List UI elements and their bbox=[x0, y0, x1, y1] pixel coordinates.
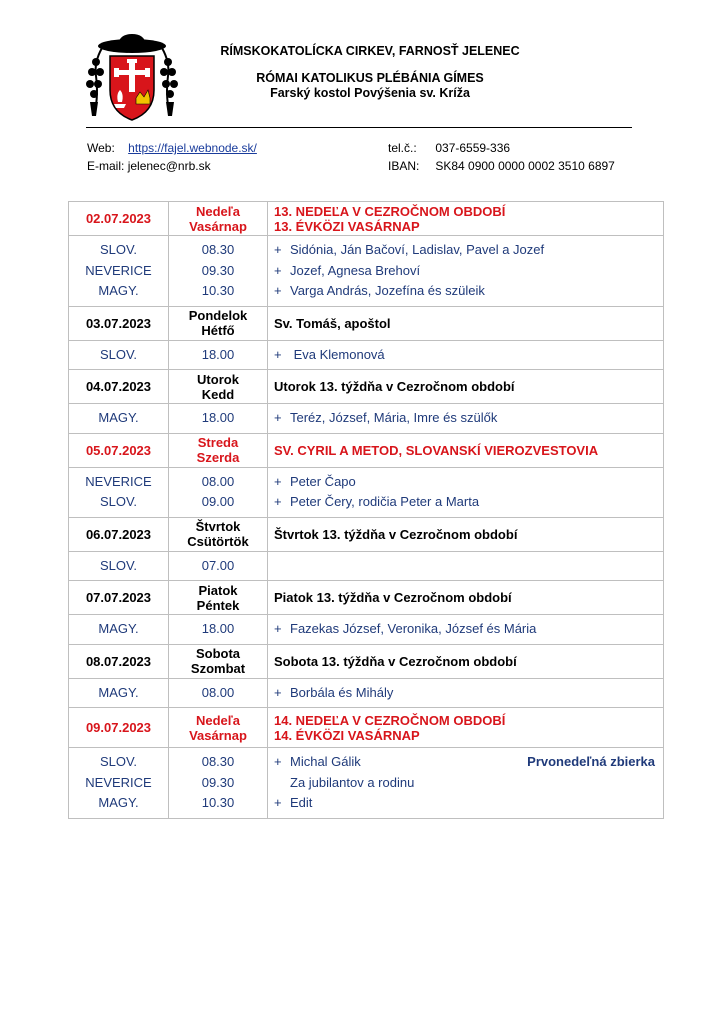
mass-places bbox=[69, 678, 169, 708]
day-name-sk: Streda bbox=[197, 435, 239, 450]
mass-time: 08.30 bbox=[201, 242, 235, 257]
mass-intention: Eva Klemonová bbox=[290, 346, 385, 362]
mass-intention: Edit bbox=[290, 795, 313, 810]
day-name-sk: Nedeľa bbox=[195, 203, 241, 219]
cross-plus-icon: + bbox=[274, 754, 282, 769]
day-title bbox=[268, 581, 664, 615]
day-title-line: 13. ÉVKÖZI VASÁRNAP bbox=[274, 218, 420, 234]
day-name-sk: Utorok bbox=[197, 371, 239, 387]
mass-time: 10.30 bbox=[201, 283, 235, 298]
day-title bbox=[268, 708, 664, 748]
day-name-sk: Sobota bbox=[195, 646, 241, 661]
mass-row bbox=[69, 551, 664, 581]
mass-places bbox=[69, 551, 169, 581]
mass-times bbox=[169, 551, 268, 581]
mass-place: NEVERICE bbox=[85, 774, 152, 790]
iban-value: SK84 0900 0000 0002 3510 6897 bbox=[435, 159, 615, 173]
mass-places bbox=[69, 340, 169, 370]
mass-time: 09.30 bbox=[201, 262, 235, 278]
day-date: 09.07.2023 bbox=[69, 708, 169, 748]
mass-place: SLOV. bbox=[99, 494, 138, 509]
mass-time: 18.00 bbox=[201, 621, 235, 636]
mass-intentions bbox=[268, 404, 664, 434]
day-header-row bbox=[69, 306, 664, 340]
mass-times bbox=[169, 748, 268, 819]
day-date: 08.07.2023 bbox=[69, 644, 169, 678]
mass-intentions bbox=[268, 615, 664, 645]
mass-intention: Borbála és Mihály bbox=[290, 684, 394, 700]
day-name-sk: Štvrtok bbox=[195, 519, 241, 534]
day-name-hu: Vasárnap bbox=[189, 218, 247, 234]
web-info bbox=[87, 141, 257, 156]
mass-intention-line bbox=[274, 408, 663, 429]
mass-intention-line bbox=[274, 492, 663, 513]
mass-places bbox=[69, 748, 169, 819]
day-name-hu: Kedd bbox=[201, 386, 235, 402]
mass-time: 08.30 bbox=[201, 754, 235, 769]
day-header-row bbox=[69, 517, 664, 551]
email-info bbox=[87, 159, 211, 174]
day-title-line: Utorok 13. týždňa v Cezročnom období bbox=[274, 379, 515, 394]
mass-time: 08.00 bbox=[201, 684, 235, 700]
mass-time: 09.00 bbox=[201, 494, 235, 509]
mass-intention: Sidónia, Ján Bačoví, Ladislav, Pavel a Jozef bbox=[290, 242, 545, 257]
day-name bbox=[169, 517, 268, 551]
mass-intention-line bbox=[274, 472, 663, 493]
mass-time: 18.00 bbox=[201, 346, 235, 362]
mass-times bbox=[169, 467, 268, 517]
mass-intention: Fazekas József, Veronika, József és Mária bbox=[290, 621, 537, 636]
mass-times bbox=[169, 404, 268, 434]
collection-note: Prvonedeľná zbierka bbox=[527, 754, 655, 769]
parish-name-sk: RÍMSKOKATOLÍCKA CIRKEV, FARNOSŤ JELENEC bbox=[220, 44, 520, 58]
mass-place: MAGY. bbox=[98, 621, 139, 636]
day-title-line: Piatok 13. týždňa v Cezročnom období bbox=[274, 590, 512, 605]
day-name-hu: Szerda bbox=[196, 450, 240, 465]
mass-time: 18.00 bbox=[201, 410, 235, 425]
mass-times bbox=[169, 340, 268, 370]
day-name bbox=[169, 644, 268, 678]
mass-intention-line bbox=[274, 683, 663, 704]
mass-time: 08.00 bbox=[201, 473, 235, 489]
mass-intention: Peter Čapo bbox=[290, 473, 356, 489]
day-name-hu: Hétfő bbox=[201, 323, 235, 338]
mass-times bbox=[169, 236, 268, 307]
mass-row bbox=[69, 748, 664, 819]
tel-value: 037-6559-336 bbox=[435, 141, 511, 155]
day-title-line: 13. NEDEĽA V CEZROČNOM OBDOBÍ bbox=[274, 203, 506, 219]
day-name bbox=[169, 708, 268, 748]
day-date: 07.07.2023 bbox=[69, 581, 169, 615]
cross-plus-icon: + bbox=[274, 621, 282, 636]
mass-row bbox=[69, 678, 664, 708]
mass-place: MAGY. bbox=[98, 795, 139, 810]
day-name-hu: Péntek bbox=[196, 597, 240, 613]
day-title bbox=[268, 517, 664, 551]
mass-row bbox=[69, 236, 664, 307]
email-value: jelenec@nrb.sk bbox=[127, 159, 211, 173]
cross-plus-icon: + bbox=[274, 795, 282, 810]
cross-plus-icon: + bbox=[274, 262, 282, 278]
day-date: 04.07.2023 bbox=[69, 370, 169, 404]
day-date: 02.07.2023 bbox=[69, 202, 169, 236]
day-name-hu: Csütörtök bbox=[187, 534, 249, 549]
parish-coat-of-arms-logo bbox=[84, 32, 180, 124]
mass-time: 07.00 bbox=[201, 557, 235, 573]
day-date: 03.07.2023 bbox=[69, 306, 169, 340]
iban-label: IBAN: bbox=[388, 159, 420, 173]
day-title bbox=[268, 370, 664, 404]
parish-name-hu: RÓMAI KATOLIKUS PLÉBÁNIA GÍMES bbox=[256, 71, 484, 85]
header-divider bbox=[86, 127, 632, 128]
mass-places bbox=[69, 404, 169, 434]
day-header-row bbox=[69, 581, 664, 615]
cross-plus-icon: + bbox=[274, 494, 282, 509]
day-title bbox=[268, 306, 664, 340]
mass-place: SLOV. bbox=[99, 557, 138, 573]
web-link[interactable]: https://fajel.webnode.sk/ bbox=[128, 141, 257, 155]
mass-intention-line bbox=[274, 556, 663, 577]
day-title-line: SV. CYRIL A METOD, SLOVANSKÍ VIEROZVESTOVIA bbox=[274, 442, 599, 458]
mass-place: MAGY. bbox=[98, 283, 139, 298]
mass-place: SLOV. bbox=[99, 754, 138, 769]
mass-intention-line bbox=[274, 240, 663, 261]
mass-intentions bbox=[268, 551, 664, 581]
day-header-row bbox=[69, 708, 664, 748]
cross-plus-icon: + bbox=[274, 346, 282, 362]
day-date: 05.07.2023 bbox=[69, 433, 169, 467]
mass-intention bbox=[274, 558, 290, 573]
mass-intention-line bbox=[274, 752, 663, 773]
mass-row bbox=[69, 467, 664, 517]
day-title bbox=[268, 202, 664, 236]
mass-places bbox=[69, 615, 169, 645]
day-title bbox=[268, 433, 664, 467]
mass-row bbox=[69, 615, 664, 645]
web-label: Web: bbox=[87, 141, 115, 155]
mass-intentions bbox=[268, 748, 664, 819]
mass-intention-line bbox=[274, 773, 663, 794]
mass-intention-line bbox=[274, 281, 663, 302]
mass-place: SLOV. bbox=[99, 346, 138, 362]
day-name-sk: Pondelok bbox=[188, 308, 248, 323]
mass-intention: Za jubilantov a rodinu bbox=[290, 774, 415, 790]
mass-intention: Peter Čery, rodičia Peter a Marta bbox=[290, 494, 480, 509]
mass-intention: Teréz, József, Mária, Imre és szülők bbox=[290, 410, 498, 425]
mass-intention: Michal Gálik bbox=[290, 754, 361, 769]
mass-intention-line bbox=[274, 261, 663, 282]
mass-intention-line bbox=[274, 345, 663, 366]
day-name-hu: Vasárnap bbox=[189, 727, 247, 743]
day-header-row bbox=[69, 644, 664, 678]
day-title bbox=[268, 644, 664, 678]
mass-intention-line bbox=[274, 793, 663, 814]
day-name-sk: Nedeľa bbox=[195, 712, 241, 728]
day-name bbox=[169, 306, 268, 340]
mass-intention-line bbox=[274, 619, 663, 640]
church-name: Farský kostol Povýšenia sv. Kríža bbox=[270, 86, 470, 100]
mass-intention: Jozef, Agnesa Brehoví bbox=[290, 262, 421, 278]
day-name-hu: Szombat bbox=[190, 661, 246, 676]
day-title-line: Sv. Tomáš, apoštol bbox=[274, 315, 391, 331]
mass-places bbox=[69, 467, 169, 517]
mass-times bbox=[169, 615, 268, 645]
mass-place: SLOV. bbox=[99, 242, 138, 257]
day-name bbox=[169, 433, 268, 467]
day-name bbox=[169, 370, 268, 404]
mass-place: MAGY. bbox=[98, 684, 139, 700]
cross-plus-icon: + bbox=[274, 684, 282, 700]
day-header-row bbox=[69, 433, 664, 467]
day-date: 06.07.2023 bbox=[69, 517, 169, 551]
mass-intentions bbox=[268, 467, 664, 517]
day-title-line: 14. ÉVKÖZI VASÁRNAP bbox=[274, 727, 420, 743]
day-name bbox=[169, 581, 268, 615]
day-title-line: 14. NEDEĽA V CEZROČNOM OBDOBÍ bbox=[274, 712, 506, 728]
cross-plus-icon: + bbox=[274, 242, 282, 257]
mass-intentions bbox=[268, 236, 664, 307]
cross-plus-icon: + bbox=[274, 283, 282, 298]
cross-plus-icon: + bbox=[274, 410, 282, 425]
mass-row bbox=[69, 340, 664, 370]
day-title-line: Sobota 13. týždňa v Cezročnom období bbox=[274, 653, 517, 669]
schedule-body bbox=[69, 202, 664, 819]
day-name bbox=[169, 202, 268, 236]
iban-info bbox=[388, 159, 615, 174]
day-title-line: Štvrtok 13. týždňa v Cezročnom období bbox=[274, 526, 518, 542]
mass-time: 09.30 bbox=[201, 774, 235, 790]
day-header-row bbox=[69, 370, 664, 404]
mass-intention: Varga András, Jozefína és szüleik bbox=[290, 283, 485, 298]
mass-times bbox=[169, 678, 268, 708]
email-label: E-mail: bbox=[87, 159, 125, 173]
mass-places bbox=[69, 236, 169, 307]
mass-schedule-table bbox=[68, 201, 664, 819]
mass-intentions bbox=[268, 678, 664, 708]
mass-place: NEVERICE bbox=[85, 473, 152, 489]
mass-row bbox=[69, 404, 664, 434]
mass-time: 10.30 bbox=[201, 795, 235, 810]
mass-place: NEVERICE bbox=[85, 262, 152, 278]
mass-intentions bbox=[268, 340, 664, 370]
day-name-sk: Piatok bbox=[198, 582, 238, 598]
day-header-row bbox=[69, 202, 664, 236]
mass-place: MAGY. bbox=[98, 410, 139, 425]
tel-label: tel.č.: bbox=[388, 141, 417, 155]
cross-plus-icon: + bbox=[274, 473, 282, 489]
tel-info bbox=[388, 141, 510, 156]
